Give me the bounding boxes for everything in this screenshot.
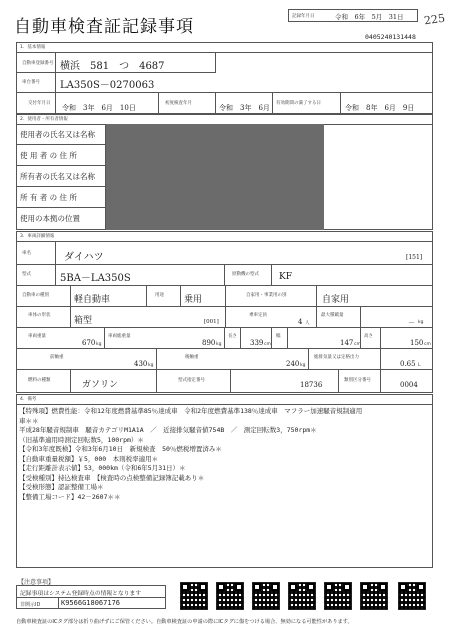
- maker-value: ダイハツ: [64, 252, 104, 263]
- maker-code: [151]: [406, 254, 423, 261]
- remarks-line: 平成28年騒音規制車 騒音カテゴリM1A1A ／ 近接排気騒音値754B ／ 測定回転数3，750rpm＊: [19, 426, 317, 434]
- displacement-value: 0.65: [400, 360, 416, 368]
- qr-code-3: [252, 582, 280, 610]
- section3-heading: 3．車両詳細情報: [20, 234, 55, 239]
- length-label: 長さ: [228, 334, 237, 339]
- type-designation-label: 型式指定番号: [178, 378, 205, 383]
- private-use-label: 自家用・事業用の別: [246, 293, 287, 298]
- maker-label: 車名: [22, 251, 31, 256]
- registration-number: 横浜 581 つ 4687: [60, 61, 165, 72]
- rear-axle-unit: kg: [300, 363, 306, 368]
- redacted-user-info: [106, 124, 324, 230]
- record-date-value: 令和 6年 5月 31日: [335, 13, 404, 21]
- capacity-unit: 人: [305, 321, 310, 326]
- displacement-unit: L: [418, 363, 421, 368]
- expiry-value: 令和 8年 6月 9日: [345, 104, 415, 112]
- vehicle-type-value: 軽自動車: [74, 295, 111, 305]
- vehicle-type-label: 自動車の種別: [22, 293, 49, 298]
- vehicle-weight-value: 670: [82, 339, 96, 347]
- user-name-label: 使用者の氏名又は名称: [20, 130, 95, 139]
- max-load-unit: kg: [418, 320, 424, 325]
- base-location-label: 使用の本拠の位置: [20, 214, 80, 223]
- width-unit: cm: [354, 342, 361, 347]
- record-date-box: [288, 9, 418, 22]
- private-use-value: 自家用: [322, 295, 350, 305]
- qr-code-5: [324, 582, 352, 610]
- gross-weight-value: 890: [202, 339, 216, 347]
- section2-heading: 2．使用者・所有者情報: [20, 117, 68, 122]
- body-shape-code: [001]: [204, 319, 219, 325]
- category-label: 類別区分番号: [344, 378, 371, 383]
- height-label: 高さ: [364, 334, 373, 339]
- section4-heading: 4．備考: [20, 397, 37, 402]
- model-label: 型式: [22, 272, 31, 277]
- expiry-label: 有効期間の満了する日: [276, 101, 321, 106]
- body-shape-value: 箱型: [74, 316, 93, 326]
- usage-value: 乗用: [184, 295, 203, 305]
- user-address-label: 使 用 者 の 住 所: [20, 151, 77, 160]
- bottom-note: 自動車検査証のICタグ部分は折り曲げずにご保管ください。自動車検査証の申請の際にICタグに傷をつける場合、無効になる可能性があります。: [16, 619, 353, 625]
- vehicle-weight-label: 車両重量: [28, 334, 46, 339]
- section1-heading: 1．基本情報: [20, 45, 46, 50]
- max-load-value: －: [408, 319, 415, 327]
- fuel-label: 燃料の種類: [28, 378, 51, 383]
- length-unit: cm: [264, 342, 271, 347]
- owner-address-label: 所 有 者 の 住 所: [20, 193, 77, 202]
- engine-label: 原動機の型式: [232, 272, 259, 277]
- first-registration-label: 初度検査年月: [165, 101, 192, 106]
- rear-axle-label: 後軸重: [185, 355, 199, 360]
- chassis-label: 車台番号: [22, 80, 40, 85]
- category-value: 0004: [400, 381, 418, 389]
- document-number: 0405240131448: [365, 33, 416, 41]
- first-registration-value: 令和 3年 6月: [219, 104, 270, 112]
- issue-date-value: 令和 3年 6月 10日: [62, 104, 136, 112]
- qr-code-7: [398, 582, 426, 610]
- capacity-value: 4: [298, 318, 303, 326]
- height-unit: cm: [424, 342, 431, 347]
- owner-name-label: 所有者の氏名又は名称: [20, 172, 95, 181]
- fuel-value: ガソリン: [82, 380, 119, 390]
- qr-code-1: [180, 582, 208, 610]
- rear-axle-value: 240: [286, 360, 300, 368]
- displacement-label: 総排気量又は定格出力: [314, 355, 359, 360]
- remarks-line: 【受検種別】持込検査車 【検査時の点検整備記録簿記載あり＊: [19, 473, 205, 482]
- remarks-line: 【令和3年度既検】令和3年6月10日 新規検査 50％燃税増置済み＊: [19, 445, 222, 453]
- height-value: 150: [410, 339, 424, 347]
- vehicle-weight-unit: kg: [96, 342, 102, 347]
- registration-label: 自動車登録番号: [22, 61, 54, 66]
- qr-code-4: [288, 582, 316, 610]
- type-designation-value: 18736: [300, 381, 323, 389]
- chassis-number: LA350S－0270063: [60, 80, 155, 91]
- gross-weight-label: 車両総重量: [108, 334, 131, 339]
- width-value: 147: [340, 339, 354, 347]
- max-load-label: 最大積載量: [321, 313, 344, 318]
- front-axle-unit: kg: [148, 363, 154, 368]
- remarks-line: 【特殊項】燃費性能：令和12年度燃費基準85％達成車 令和2年度燃費基準138％達成車 マフラー加速騒音規制適用: [19, 407, 363, 415]
- notice-heading: 【注意事項】: [18, 579, 55, 586]
- document-title: 自動車検査証記録事項: [14, 17, 194, 37]
- engine-value: KF: [279, 272, 292, 282]
- reference-label: 非開示ID: [20, 602, 41, 608]
- remarks-line: 【走行距離計表示値】53，000km（令和6年5月31日）＊: [19, 464, 186, 472]
- reference-value: K9566G18067176: [61, 599, 121, 607]
- model-value: 5BA－LA350S: [60, 273, 131, 284]
- notice-text: 記録事項はシステム登録時点の情報となります: [20, 591, 142, 597]
- usage-label: 用途: [155, 293, 164, 298]
- front-axle-value: 430: [134, 360, 148, 368]
- remarks-line: 【自動車重量税額】￥5，000 本則税率適用＊: [19, 454, 159, 463]
- front-axle-label: 前軸重: [50, 355, 64, 360]
- remarks-line: 【整備工場コード】42－2607＊＊: [19, 492, 121, 501]
- capacity-label: 乗車定員: [249, 313, 267, 318]
- qr-code-2: [216, 582, 244, 610]
- issue-date-label: 交付年月日: [28, 101, 51, 106]
- record-date-label: 記録年月日: [292, 14, 315, 19]
- length-value: 339: [250, 339, 264, 347]
- gross-weight-unit: kg: [216, 342, 222, 347]
- qr-code-6: [360, 582, 388, 610]
- width-label: 幅: [276, 334, 281, 339]
- body-shape-label: 車体の形状: [28, 313, 51, 318]
- remarks-line: 車＊＊: [19, 416, 39, 425]
- remarks-text: [19, 407, 431, 502]
- remarks-line: 【受検形態】認証整備工場＊: [19, 483, 104, 491]
- remarks-line: （旧基準適用時測定回転数5，100rpm）＊: [19, 435, 144, 444]
- handwritten-mark: 225: [423, 11, 446, 28]
